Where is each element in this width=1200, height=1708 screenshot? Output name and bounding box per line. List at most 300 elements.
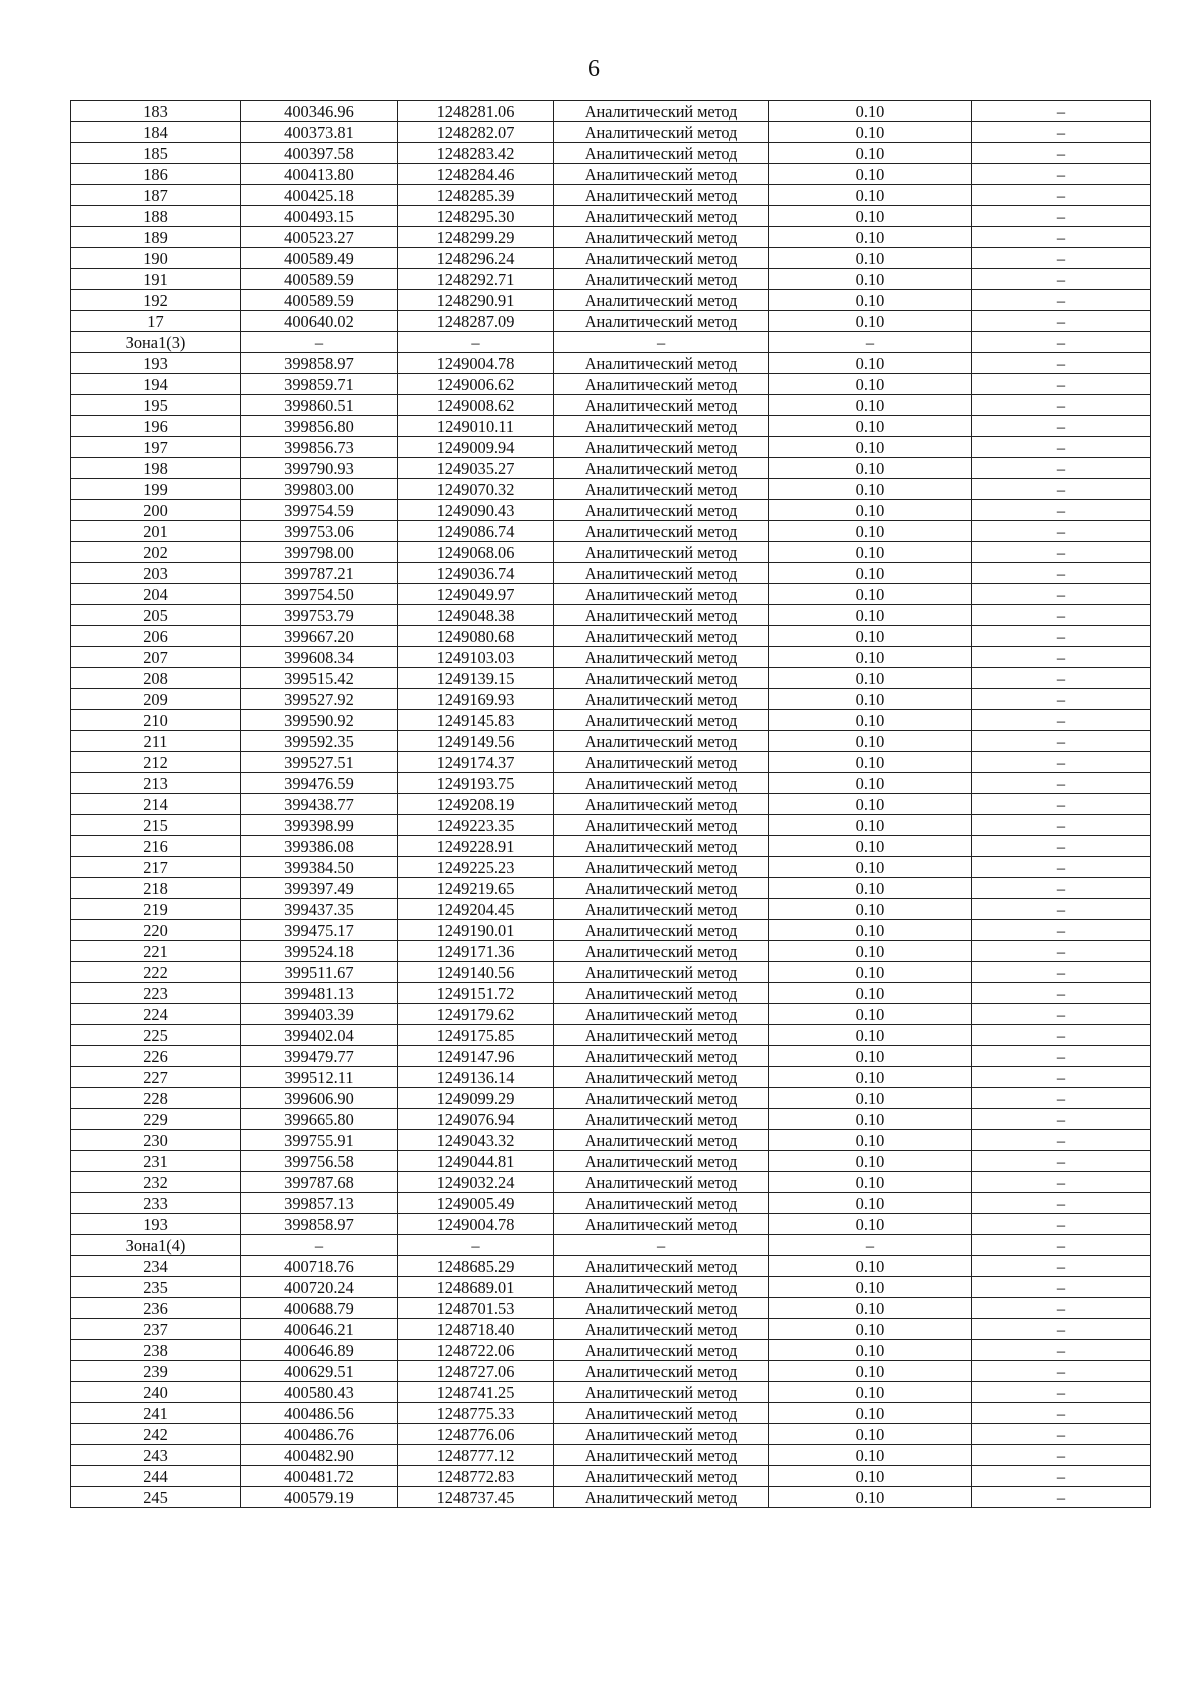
table-row [71,353,1151,374]
point-number-cell: 184 [71,122,241,143]
accuracy-cell: 0.10 [769,521,972,542]
point-number-cell: 196 [71,416,241,437]
table-row [71,1298,1151,1319]
note-cell: – [972,500,1151,521]
x-coordinate-cell: 399790.93 [241,458,398,479]
accuracy-cell: 0.10 [769,248,972,269]
method-cell: Аналитический метод [554,794,769,815]
x-coordinate-cell: 399476.59 [241,773,398,794]
table-row [71,1172,1151,1193]
point-number-cell: 218 [71,878,241,899]
note-cell: – [972,1235,1151,1256]
accuracy-cell: 0.10 [769,290,972,311]
table-row [71,941,1151,962]
y-coordinate-cell: 1249190.01 [398,920,554,941]
table-row [71,584,1151,605]
y-coordinate-cell: 1248284.46 [398,164,554,185]
table-row [71,1445,1151,1466]
x-coordinate-cell: 399859.71 [241,374,398,395]
point-number-cell: 234 [71,1256,241,1277]
accuracy-cell: 0.10 [769,794,972,815]
y-coordinate-cell: 1249070.32 [398,479,554,500]
x-coordinate-cell: 399511.67 [241,962,398,983]
table-row [71,668,1151,689]
method-cell: Аналитический метод [554,500,769,521]
note-cell: – [972,794,1151,815]
x-coordinate-cell: 400688.79 [241,1298,398,1319]
table-row [71,815,1151,836]
note-cell: – [972,332,1151,353]
y-coordinate-cell: 1248290.91 [398,290,554,311]
note-cell: – [972,983,1151,1004]
y-coordinate-cell: 1249036.74 [398,563,554,584]
note-cell: – [972,1466,1151,1487]
point-number-cell: 205 [71,605,241,626]
method-cell: Аналитический метод [554,983,769,1004]
note-cell: – [972,857,1151,878]
y-coordinate-cell: – [398,1235,554,1256]
x-coordinate-cell: 399667.20 [241,626,398,647]
x-coordinate-cell: 399754.50 [241,584,398,605]
accuracy-cell: 0.10 [769,1277,972,1298]
table-row [71,521,1151,542]
y-coordinate-cell: 1248287.09 [398,311,554,332]
x-coordinate-cell: 399527.92 [241,689,398,710]
x-coordinate-cell: 399798.00 [241,542,398,563]
method-cell: Аналитический метод [554,1214,769,1235]
point-number-cell: 232 [71,1172,241,1193]
accuracy-cell: 0.10 [769,1067,972,1088]
x-coordinate-cell: 399479.77 [241,1046,398,1067]
y-coordinate-cell: 1249175.85 [398,1025,554,1046]
note-cell: – [972,374,1151,395]
table-row [71,1256,1151,1277]
note-cell: – [972,1361,1151,1382]
x-coordinate-cell: 399397.49 [241,878,398,899]
y-coordinate-cell: 1248292.71 [398,269,554,290]
accuracy-cell: 0.10 [769,689,972,710]
method-cell: Аналитический метод [554,416,769,437]
y-coordinate-cell: 1249068.06 [398,542,554,563]
table-row [71,164,1151,185]
x-coordinate-cell: 400397.58 [241,143,398,164]
y-coordinate-cell: 1248772.83 [398,1466,554,1487]
y-coordinate-cell: 1249139.15 [398,668,554,689]
y-coordinate-cell: 1249103.03 [398,647,554,668]
accuracy-cell: 0.10 [769,605,972,626]
x-coordinate-cell: 400646.89 [241,1340,398,1361]
x-coordinate-cell: 400580.43 [241,1382,398,1403]
table-row [71,1004,1151,1025]
note-cell: – [972,773,1151,794]
point-number-cell: 216 [71,836,241,857]
table-row [71,1319,1151,1340]
table-row [71,1361,1151,1382]
point-number-cell: 243 [71,1445,241,1466]
accuracy-cell: 0.10 [769,836,972,857]
accuracy-cell: 0.10 [769,1214,972,1235]
method-cell: Аналитический метод [554,1004,769,1025]
note-cell: – [972,542,1151,563]
note-cell: – [972,710,1151,731]
y-coordinate-cell: 1248722.06 [398,1340,554,1361]
table-row [71,1403,1151,1424]
accuracy-cell: 0.10 [769,1445,972,1466]
y-coordinate-cell: 1249044.81 [398,1151,554,1172]
table-row [71,122,1151,143]
accuracy-cell: 0.10 [769,395,972,416]
point-number-cell: 192 [71,290,241,311]
y-coordinate-cell: 1248295.30 [398,206,554,227]
table-row [71,206,1151,227]
method-cell: Аналитический метод [554,374,769,395]
note-cell: – [972,605,1151,626]
method-cell: Аналитический метод [554,1445,769,1466]
y-coordinate-cell: 1248283.42 [398,143,554,164]
table-row [71,395,1151,416]
table-row [71,794,1151,815]
y-coordinate-cell: 1248299.29 [398,227,554,248]
table-row [71,773,1151,794]
x-coordinate-cell: 399438.77 [241,794,398,815]
y-coordinate-cell: 1249204.45 [398,899,554,920]
table-row [71,1340,1151,1361]
y-coordinate-cell: 1248282.07 [398,122,554,143]
note-cell: – [972,479,1151,500]
method-cell: Аналитический метод [554,1172,769,1193]
y-coordinate-cell: 1249035.27 [398,458,554,479]
table-row [71,1025,1151,1046]
method-cell: Аналитический метод [554,1319,769,1340]
method-cell: Аналитический метод [554,1487,769,1508]
x-coordinate-cell: 400486.76 [241,1424,398,1445]
note-cell: – [972,1214,1151,1235]
table-row [71,689,1151,710]
accuracy-cell: 0.10 [769,1151,972,1172]
point-number-cell: 217 [71,857,241,878]
accuracy-cell: 0.10 [769,1424,972,1445]
method-cell: Аналитический метод [554,668,769,689]
y-coordinate-cell: – [398,332,554,353]
table-row [71,542,1151,563]
note-cell: – [972,815,1151,836]
point-number-cell: 245 [71,1487,241,1508]
accuracy-cell: 0.10 [769,983,972,1004]
note-cell: – [972,1340,1151,1361]
accuracy-cell: 0.10 [769,500,972,521]
note-cell: – [972,1193,1151,1214]
y-coordinate-cell: 1249145.83 [398,710,554,731]
point-number-cell: 238 [71,1340,241,1361]
note-cell: – [972,1109,1151,1130]
note-cell: – [972,647,1151,668]
point-number-cell: 230 [71,1130,241,1151]
note-cell: – [972,353,1151,374]
y-coordinate-cell: 1249174.37 [398,752,554,773]
accuracy-cell: 0.10 [769,626,972,647]
x-coordinate-cell: 399527.51 [241,752,398,773]
note-cell: – [972,143,1151,164]
method-cell: Аналитический метод [554,101,769,122]
y-coordinate-cell: 1248701.53 [398,1298,554,1319]
method-cell: Аналитический метод [554,248,769,269]
y-coordinate-cell: 1249179.62 [398,1004,554,1025]
table-row [71,710,1151,731]
accuracy-cell: 0.10 [769,920,972,941]
accuracy-cell: 0.10 [769,542,972,563]
point-number-cell: 207 [71,647,241,668]
method-cell: Аналитический метод [554,521,769,542]
accuracy-cell: 0.10 [769,143,972,164]
y-coordinate-cell: 1249151.72 [398,983,554,1004]
accuracy-cell: 0.10 [769,584,972,605]
point-number-cell: 242 [71,1424,241,1445]
table-row [71,752,1151,773]
x-coordinate-cell: 400346.96 [241,101,398,122]
table-row [71,311,1151,332]
table-row [71,1067,1151,1088]
accuracy-cell: 0.10 [769,1046,972,1067]
accuracy-cell: 0.10 [769,1109,972,1130]
method-cell: Аналитический метод [554,878,769,899]
note-cell: – [972,101,1151,122]
point-number-cell: 209 [71,689,241,710]
x-coordinate-cell: 399856.73 [241,437,398,458]
method-cell: Аналитический метод [554,752,769,773]
x-coordinate-cell: 399755.91 [241,1130,398,1151]
note-cell: – [972,563,1151,584]
table-row [71,479,1151,500]
accuracy-cell: 0.10 [769,668,972,689]
y-coordinate-cell: 1248737.45 [398,1487,554,1508]
accuracy-cell: 0.10 [769,437,972,458]
point-number-cell: 189 [71,227,241,248]
accuracy-cell: 0.10 [769,1487,972,1508]
method-cell: Аналитический метод [554,626,769,647]
point-number-cell: 228 [71,1088,241,1109]
note-cell: – [972,395,1151,416]
point-number-cell: 183 [71,101,241,122]
note-cell: – [972,1424,1151,1445]
x-coordinate-cell: 399860.51 [241,395,398,416]
method-cell: Аналитический метод [554,458,769,479]
y-coordinate-cell: 1248689.01 [398,1277,554,1298]
accuracy-cell: 0.10 [769,269,972,290]
method-cell: Аналитический метод [554,1403,769,1424]
y-coordinate-cell: 1249149.56 [398,731,554,752]
x-coordinate-cell: 399858.97 [241,1214,398,1235]
x-coordinate-cell: 399481.13 [241,983,398,1004]
method-cell: Аналитический метод [554,1088,769,1109]
method-cell: Аналитический метод [554,1277,769,1298]
accuracy-cell: 0.10 [769,647,972,668]
note-cell: – [972,626,1151,647]
method-cell: – [554,332,769,353]
accuracy-cell: 0.10 [769,1172,972,1193]
point-number-cell: Зона1(4) [71,1235,241,1256]
method-cell: Аналитический метод [554,1298,769,1319]
y-coordinate-cell: 1249032.24 [398,1172,554,1193]
method-cell: Аналитический метод [554,689,769,710]
note-cell: – [972,248,1151,269]
y-coordinate-cell: 1248296.24 [398,248,554,269]
point-number-cell: 197 [71,437,241,458]
table-row [71,500,1151,521]
accuracy-cell: 0.10 [769,752,972,773]
method-cell: Аналитический метод [554,185,769,206]
y-coordinate-cell: 1249228.91 [398,836,554,857]
point-number-cell: 220 [71,920,241,941]
point-number-cell: 239 [71,1361,241,1382]
accuracy-cell: 0.10 [769,1361,972,1382]
x-coordinate-cell: 399402.04 [241,1025,398,1046]
y-coordinate-cell: 1249208.19 [398,794,554,815]
x-coordinate-cell: 399756.58 [241,1151,398,1172]
x-coordinate-cell: 400589.59 [241,290,398,311]
y-coordinate-cell: 1249136.14 [398,1067,554,1088]
point-number-cell: 193 [71,353,241,374]
x-coordinate-cell: 399475.17 [241,920,398,941]
method-cell: Аналитический метод [554,1025,769,1046]
method-cell: Аналитический метод [554,1109,769,1130]
point-number-cell: 219 [71,899,241,920]
note-cell: – [972,1004,1151,1025]
coordinates-table [70,100,1151,1508]
accuracy-cell: 0.10 [769,1382,972,1403]
accuracy-cell: 0.10 [769,353,972,374]
note-cell: – [972,122,1151,143]
y-coordinate-cell: 1248776.06 [398,1424,554,1445]
method-cell: Аналитический метод [554,773,769,794]
accuracy-cell: 0.10 [769,731,972,752]
table-row [71,1466,1151,1487]
note-cell: – [972,311,1151,332]
note-cell: – [972,1151,1151,1172]
y-coordinate-cell: 1248281.06 [398,101,554,122]
table-row [71,1214,1151,1235]
point-number-cell: 231 [71,1151,241,1172]
table-row [71,332,1151,353]
point-number-cell: 198 [71,458,241,479]
point-number-cell: 215 [71,815,241,836]
point-number-cell: 221 [71,941,241,962]
point-number-cell: 187 [71,185,241,206]
y-coordinate-cell: 1248741.25 [398,1382,554,1403]
point-number-cell: 235 [71,1277,241,1298]
y-coordinate-cell: 1248727.06 [398,1361,554,1382]
method-cell: Аналитический метод [554,1340,769,1361]
table-row [71,626,1151,647]
accuracy-cell: – [769,332,972,353]
point-number-cell: 244 [71,1466,241,1487]
accuracy-cell: 0.10 [769,227,972,248]
note-cell: – [972,521,1151,542]
note-cell: – [972,437,1151,458]
x-coordinate-cell: 399858.97 [241,353,398,374]
accuracy-cell: 0.10 [769,962,972,983]
table-row [71,248,1151,269]
note-cell: – [972,1067,1151,1088]
table-row [71,1382,1151,1403]
accuracy-cell: 0.10 [769,1130,972,1151]
accuracy-cell: 0.10 [769,563,972,584]
y-coordinate-cell: 1249219.65 [398,878,554,899]
note-cell: – [972,1130,1151,1151]
note-cell: – [972,1319,1151,1340]
point-number-cell: 211 [71,731,241,752]
point-number-cell: 206 [71,626,241,647]
x-coordinate-cell: 400629.51 [241,1361,398,1382]
method-cell: Аналитический метод [554,164,769,185]
point-number-cell: 226 [71,1046,241,1067]
method-cell: Аналитический метод [554,857,769,878]
note-cell: – [972,416,1151,437]
point-number-cell: 241 [71,1403,241,1424]
note-cell: – [972,878,1151,899]
table-row [71,983,1151,1004]
point-number-cell: 199 [71,479,241,500]
table-row [71,1046,1151,1067]
method-cell: Аналитический метод [554,1382,769,1403]
x-coordinate-cell: 399753.79 [241,605,398,626]
point-number-cell: 195 [71,395,241,416]
point-number-cell: 204 [71,584,241,605]
point-number-cell: 214 [71,794,241,815]
y-coordinate-cell: 1249076.94 [398,1109,554,1130]
accuracy-cell: 0.10 [769,773,972,794]
method-cell: Аналитический метод [554,290,769,311]
method-cell: Аналитический метод [554,269,769,290]
method-cell: – [554,1235,769,1256]
method-cell: Аналитический метод [554,1046,769,1067]
method-cell: Аналитический метод [554,1361,769,1382]
table-row [71,101,1151,122]
method-cell: Аналитический метод [554,353,769,374]
note-cell: – [972,1445,1151,1466]
point-number-cell: 229 [71,1109,241,1130]
point-number-cell: 224 [71,1004,241,1025]
note-cell: – [972,206,1151,227]
y-coordinate-cell: 1249008.62 [398,395,554,416]
x-coordinate-cell: 399437.35 [241,899,398,920]
x-coordinate-cell: 399403.39 [241,1004,398,1025]
table-row [71,374,1151,395]
table-row [71,920,1151,941]
table-row [71,962,1151,983]
y-coordinate-cell: 1249099.29 [398,1088,554,1109]
note-cell: – [972,836,1151,857]
point-number-cell: 222 [71,962,241,983]
point-number-cell: 191 [71,269,241,290]
accuracy-cell: 0.10 [769,311,972,332]
method-cell: Аналитический метод [554,122,769,143]
accuracy-cell: 0.10 [769,899,972,920]
table-row [71,1130,1151,1151]
table-row [71,1487,1151,1508]
x-coordinate-cell: 399386.08 [241,836,398,857]
point-number-cell: 203 [71,563,241,584]
x-coordinate-cell: 400413.80 [241,164,398,185]
table-row [71,899,1151,920]
y-coordinate-cell: 1249171.36 [398,941,554,962]
x-coordinate-cell: 400646.21 [241,1319,398,1340]
note-cell: – [972,269,1151,290]
table-row [71,269,1151,290]
method-cell: Аналитический метод [554,1130,769,1151]
x-coordinate-cell: 400481.72 [241,1466,398,1487]
point-number-cell: 233 [71,1193,241,1214]
note-cell: – [972,185,1151,206]
